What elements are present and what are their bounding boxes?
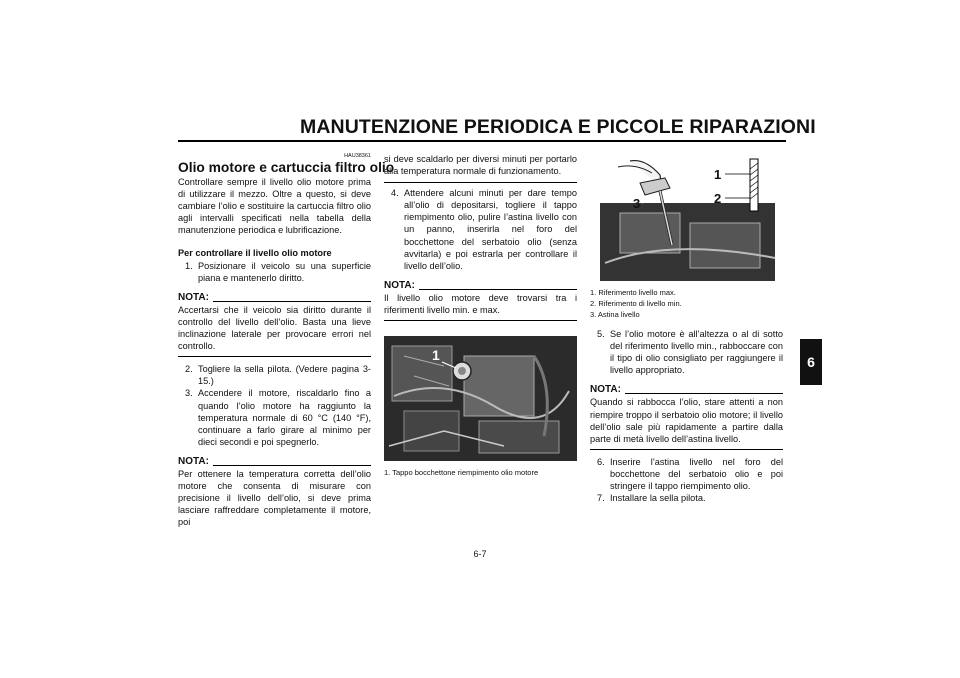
note-4-text: Quando si rabbocca l’olio, stare attenti a non riempire troppo il serbatoio olio motore; il livello dell’olio sale più rapidamente a partire dalla parte di metà livello dell’astina livello.: [590, 397, 783, 444]
intro-paragraph: Controllare sempre il livello olio motore prima di utilizzare il mezzo. Oltre a questo, si deve cambiare l’olio e sostituire la cartuccia filtro olio agli intervalli specificati nella tabella della manutenzione periodica e lubrificazione.: [178, 177, 371, 236]
figure-caption-1: 1. Riferimento livello max.: [590, 288, 676, 297]
callout-2: 2: [714, 191, 722, 206]
note-4-end-rule: [590, 449, 783, 450]
step-4: 4. Attendere alcuni minuti per dare tempo all’olio di depositarsi, togliere il tappo riempimento olio, pulire l’astina livello con un panno, inserirla nel foro del bocchettone del serbatoio olio (senza avvitarla) e poi estrarla per controllare il livello dell’olio.: [391, 188, 577, 271]
subheading: Per controllare il livello olio motore: [178, 248, 332, 259]
note-2-heading: NOTA:: [178, 456, 371, 468]
step-1: 1. Posizionare il veicolo su una superficie piana e mantenerlo diritto.: [185, 260, 371, 283]
note-3-end-rule: [384, 320, 577, 321]
figure-oil-filler-cap: [384, 336, 577, 461]
note-3-text: Il livello olio motore deve trovarsi tra i riferimenti livello min. e max.: [384, 292, 577, 316]
figure-caption-3: 3. Astina livello: [590, 310, 640, 319]
engine-photo-illustration: [384, 336, 577, 461]
chapter-tab: 6: [800, 339, 822, 385]
step-3: 3. Accendere il motore, riscaldarlo fino a quando l’olio motore ha raggiunto la temperatura normale di 60 °C (140 °F), continuare a farlo girare al minimo per dieci secondi e poi spegnerlo.: [185, 388, 371, 447]
note-2-end-rule: [384, 182, 577, 183]
column-2: [384, 153, 577, 327]
step-5: 5. Se l’olio motore è all’altezza o al di sotto del riferimento livello min., rabboccare con il tipo di olio consigliato per raggiungere il livello appropriato.: [597, 329, 783, 376]
callout-1: 1: [714, 167, 722, 182]
note-2-text: Per ottenere la temperatura corretta dell’olio motore che consenta di misurare con precisione il livello dell’olio, si deve prima lasciare raffreddare completamente il motore, poi: [178, 468, 371, 528]
note-3-heading: NOTA:: [384, 280, 577, 292]
note-4-heading: NOTA:: [590, 384, 783, 396]
note-1-end-rule: [178, 356, 371, 357]
page-number: 6-7: [473, 549, 487, 559]
column-3: [590, 287, 783, 504]
section-heading: Olio motore e cartuccia filtro olio: [178, 160, 395, 175]
note-1-text: Accertarsi che il veicolo sia diritto durante il controllo del livello dell’olio. Basta una lieve inclinazione laterale per provocare errori nel controllo.: [178, 304, 371, 352]
step-2: 2. Togliere la sella pilota. (Vedere pagina 3-15.): [185, 364, 371, 387]
column-1: [178, 153, 395, 528]
figure-caption-2: 2. Riferimento di livello min.: [590, 299, 682, 308]
section-code: HAU38361: [344, 153, 371, 159]
page-title: MANUTENZIONE PERIODICA E PICCOLE RIPARAZIONI: [300, 116, 816, 138]
continued-paragraph: si deve scaldarlo per diversi minuti per portarlo alla temperatura normale di funzionamento.: [384, 154, 577, 177]
dipstick-illustration: [590, 153, 783, 283]
figure-dipstick: [590, 153, 783, 283]
note-1-heading: NOTA:: [178, 292, 371, 304]
figure-caption: 1. Tappo bocchettone riempimento olio motore: [384, 468, 539, 477]
step-7: 7. Installare la sella pilota.: [597, 493, 706, 504]
callout-3: 3: [633, 196, 641, 211]
title-rule: [178, 140, 786, 142]
callout-1: 1: [432, 347, 440, 363]
step-6: 6. Inserire l’astina livello nel foro del bocchettone del serbatoio olio e poi stringere il tappo riempimento olio.: [597, 456, 783, 492]
